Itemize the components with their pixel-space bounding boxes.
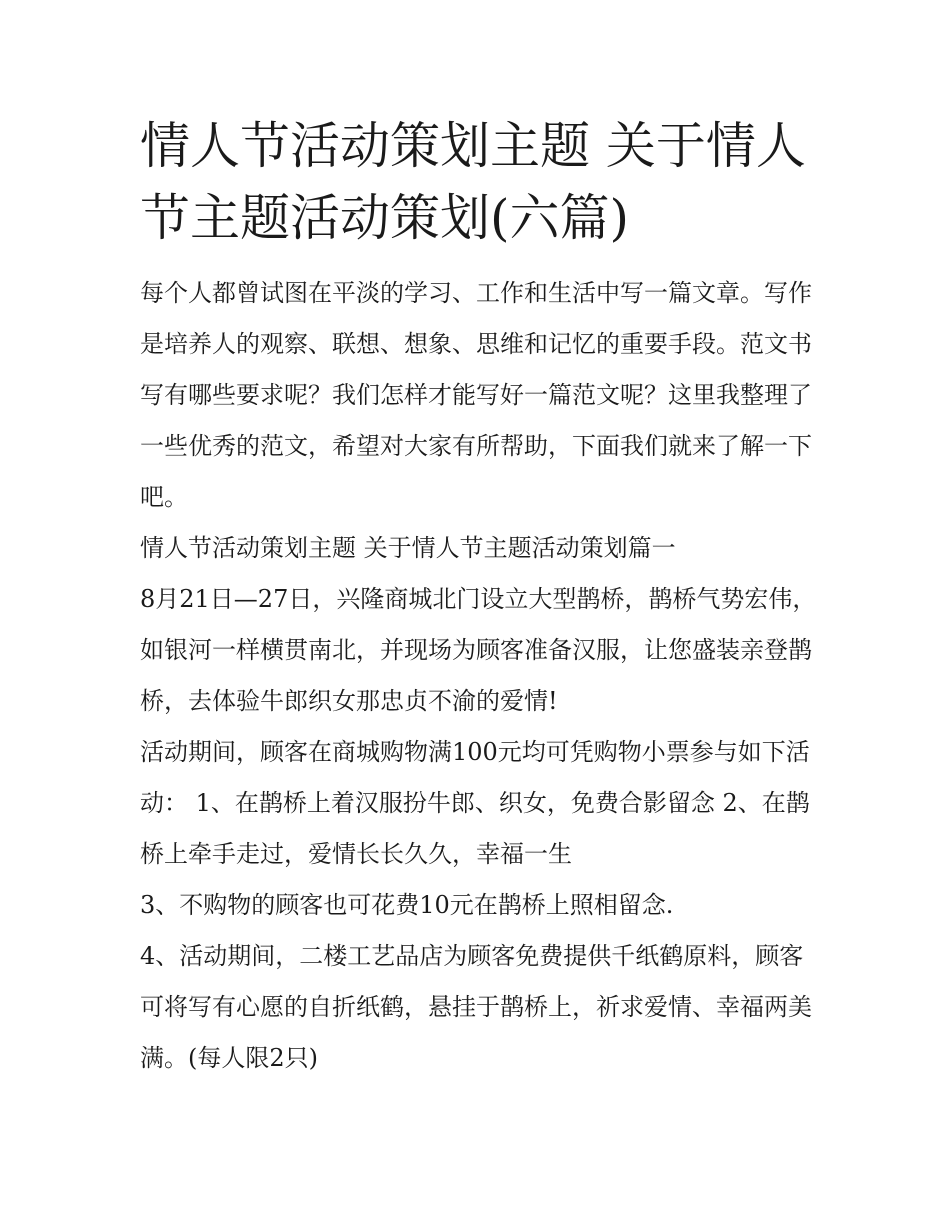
body-paragraph: 3、不购物的顾客也可花费10元在鹊桥上照相留念. [140, 891, 674, 919]
intro-paragraph: 每个人都曾试图在平淡的学习、工作和生活中写一篇文章。写作是培养人的观察、联想、想象、思维和记忆的重要手段。范文书写有哪些要求呢？我们怎样才能写好一篇范文呢？这里我整理了一些优秀的范文，希望对大家有所帮助，下面我们就来了解一下吧。 [140, 279, 812, 511]
body-paragraph: 8月21日—27日，兴隆商城北门设立大型鹊桥，鹊桥气势宏伟，如银河一样横贯南北，并现场为顾客准备汉服，让您盛装亲登鹊桥，去体验牛郎织女那忠贞不渝的爱情! [140, 585, 817, 715]
document-page [140, 110, 820, 1084]
document-title: 情人节活动策划主题 关于情人节主题活动策划(六篇) [140, 117, 806, 247]
body-paragraph: 4、活动期间，二楼工艺品店为顾客免费提供千纸鹤原料，顾客可将写有心愿的自折纸鹤，悬挂于鹊桥上，祈求爱情、幸福两美满。(每人限2只) [140, 942, 812, 1072]
section-heading: 情人节活动策划主题 关于情人节主题活动策划篇一 [140, 534, 676, 562]
body-paragraph: 活动期间，顾客在商城购物满100元均可凭购物小票参与如下活动： 1、在鹊桥上着汉服扮牛郎、织女，免费合影留念 2、在鹊桥上牵手走过，爱情长长久久，幸福一生 [140, 738, 810, 868]
